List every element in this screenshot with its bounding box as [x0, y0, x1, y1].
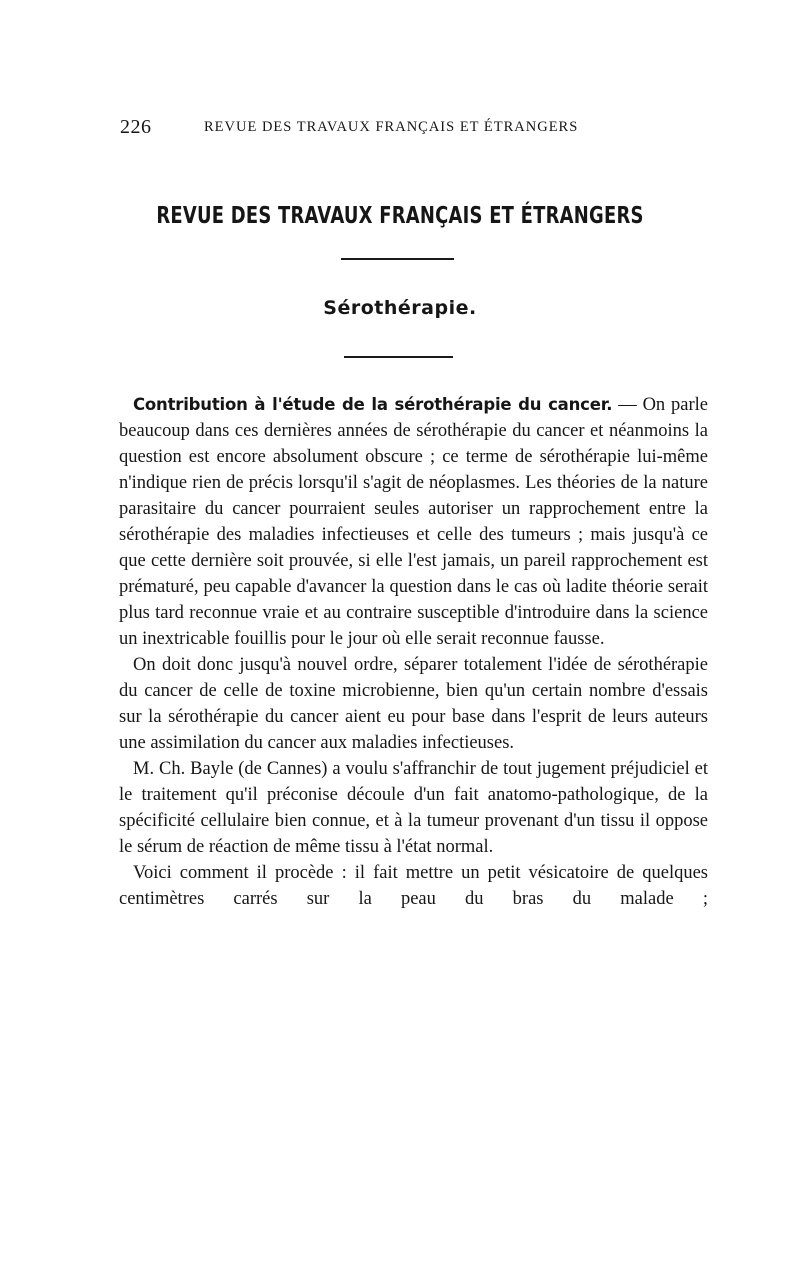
article-body [119, 392, 708, 912]
running-head [120, 116, 690, 142]
running-title: REVUE DES TRAVAUX FRANÇAIS ET ÉTRANGERS [204, 119, 579, 135]
paragraph-1 [119, 392, 708, 652]
subsection-title: Sérothérapie. [323, 297, 477, 319]
page-number: 226 [120, 116, 152, 138]
section-title: REVUE DES TRAVAUX FRANÇAIS ET ÉTRANGERS [156, 203, 644, 229]
section-divider-bottom [344, 356, 453, 358]
paragraph-1-text: — On parle beaucoup dans ces dernières années de sérothérapie du cancer et néanmoins la question est encore absolument obscure ; ce terme de sérothérapie lui-même n'indique rien de précis lorsqu'il s'agit de néoplasmes. Les théories de la nature parasitaire du cancer pourraient seules autoriser un rapprochement entre la sérothérapie des maladies infectieuses et celle des tumeurs ; mais jusqu'à ce que cette dernière soit prouvée, si elle l'est jamais, un pareil rapprochement est prématuré, peu capable d'avancer la question dans le cas où ladite théorie serait plus tard reconnue vraie et au contraire susceptible d'introduire dans la science un inextricable fouillis pour le jour où elle serait reconnue fausse. [119, 395, 708, 649]
paragraph-3: M. Ch. Bayle (de Cannes) a voulu s'affranchir de tout jugement préjudiciel et le traitement qu'il préconise découle d'un fait anatomo-pathologique, de la spécificité cellulaire bien connue, et à la tumeur provenant d'un tissu il oppose le sérum de réaction de même tissu à l'état normal. [119, 759, 708, 857]
section-divider-top [341, 258, 454, 260]
paragraph-4: Voici comment il procède : il fait mettre un petit vésicatoire de quelques centimètres carrés sur la peau du bras du malade ; [119, 863, 708, 909]
article-title: Contribution à l'étude de la sérothérapie du cancer. [133, 395, 613, 414]
paragraph-2: On doit donc jusqu'à nouvel ordre, séparer totalement l'idée de sérothérapie du cancer de celle de toxine microbienne, bien qu'un certain nombre d'essais sur la sérothérapie du cancer aient eu pour base dans l'esprit de leurs auteurs une assimilation du cancer aux maladies infectieuses. [119, 655, 708, 753]
